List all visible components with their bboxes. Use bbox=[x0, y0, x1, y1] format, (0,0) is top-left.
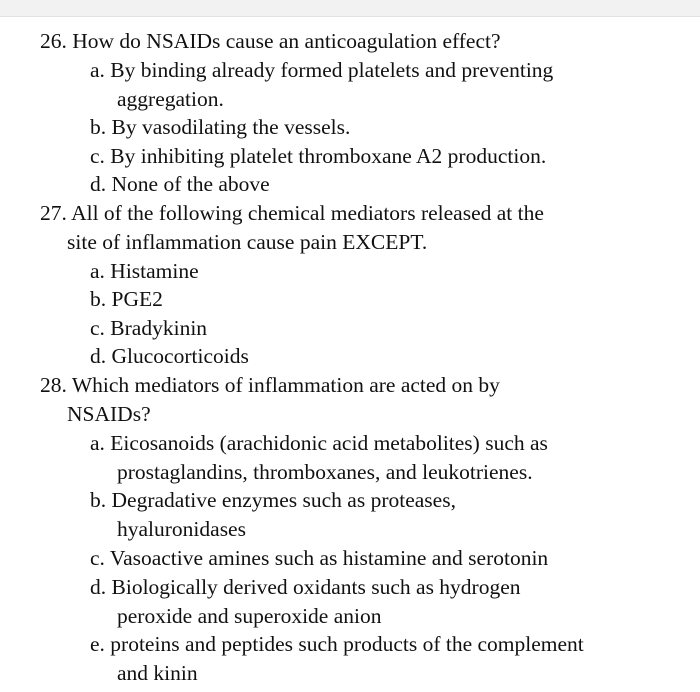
question-28-option-b bbox=[90, 486, 670, 543]
question-27-option-d bbox=[90, 342, 670, 371]
option-letter: c. bbox=[90, 546, 105, 570]
page-top-edge bbox=[0, 0, 700, 17]
question-26 bbox=[40, 27, 660, 56]
option-text: By binding already formed platelets and preventing bbox=[110, 58, 554, 82]
option-text: By inhibiting platelet thromboxane A2 production. bbox=[110, 144, 547, 168]
question-28 bbox=[40, 371, 660, 429]
question-26-option-d bbox=[90, 170, 670, 199]
option-letter: a. bbox=[90, 58, 105, 82]
question-26-option-a bbox=[90, 56, 670, 113]
option-text: Histamine bbox=[110, 259, 199, 283]
question-stem: All of the following chemical mediators released at the bbox=[71, 201, 544, 225]
option-text-continued: prostaglandins, thromboxanes, and leukotrienes. bbox=[117, 459, 533, 484]
option-letter: a. bbox=[90, 259, 105, 283]
question-28-option-a bbox=[90, 429, 670, 486]
option-text: proteins and peptides such products of the complement bbox=[110, 632, 584, 656]
question-26-option-b bbox=[90, 113, 670, 142]
option-text: By vasodilating the vessels. bbox=[111, 115, 351, 139]
option-text: Glucocorticoids bbox=[111, 344, 249, 368]
question-27-option-a bbox=[90, 257, 670, 286]
question-27-option-c bbox=[90, 314, 670, 343]
question-28-option-e bbox=[90, 630, 670, 687]
question-28-option-d bbox=[90, 573, 670, 630]
question-stem: Which mediators of inflammation are acted on by bbox=[71, 373, 500, 397]
option-text: Eicosanoids (arachidonic acid metabolites) such as bbox=[110, 431, 548, 455]
question-number: 26. bbox=[40, 29, 67, 53]
option-letter: b. bbox=[90, 488, 107, 512]
question-stem-continued: NSAIDs? bbox=[67, 402, 151, 426]
option-text: Bradykinin bbox=[110, 316, 208, 340]
question-stem-continued: site of inflammation cause pain EXCEPT. bbox=[67, 230, 428, 254]
question-27 bbox=[40, 199, 660, 257]
option-letter: d. bbox=[90, 344, 107, 368]
question-28-option-c bbox=[90, 544, 670, 573]
option-letter: b. bbox=[90, 287, 107, 311]
option-letter: c. bbox=[90, 144, 105, 168]
option-letter: a. bbox=[90, 431, 105, 455]
question-number: 28. bbox=[40, 373, 67, 397]
option-text: PGE2 bbox=[111, 287, 163, 311]
option-letter: e. bbox=[90, 632, 105, 656]
question-26-option-c bbox=[90, 142, 670, 171]
question-stem: How do NSAIDs cause an anticoagulation effect? bbox=[72, 29, 501, 53]
option-letter: c. bbox=[90, 316, 105, 340]
question-number: 27. bbox=[40, 201, 67, 225]
option-letter: d. bbox=[90, 172, 107, 196]
option-text-continued: peroxide and superoxide anion bbox=[117, 603, 382, 628]
option-text: Vasoactive amines such as histamine and serotonin bbox=[109, 546, 549, 570]
option-text: None of the above bbox=[111, 172, 270, 196]
option-text-continued: and kinin bbox=[117, 660, 198, 685]
question-27-option-b bbox=[90, 285, 670, 314]
option-text-continued: hyaluronidases bbox=[117, 516, 246, 541]
option-text: Degradative enzymes such as proteases, bbox=[111, 488, 456, 512]
option-text: Biologically derived oxidants such as hydrogen bbox=[111, 575, 521, 599]
option-text-continued: aggregation. bbox=[117, 86, 224, 111]
option-letter: b. bbox=[90, 115, 107, 139]
option-letter: d. bbox=[90, 575, 107, 599]
